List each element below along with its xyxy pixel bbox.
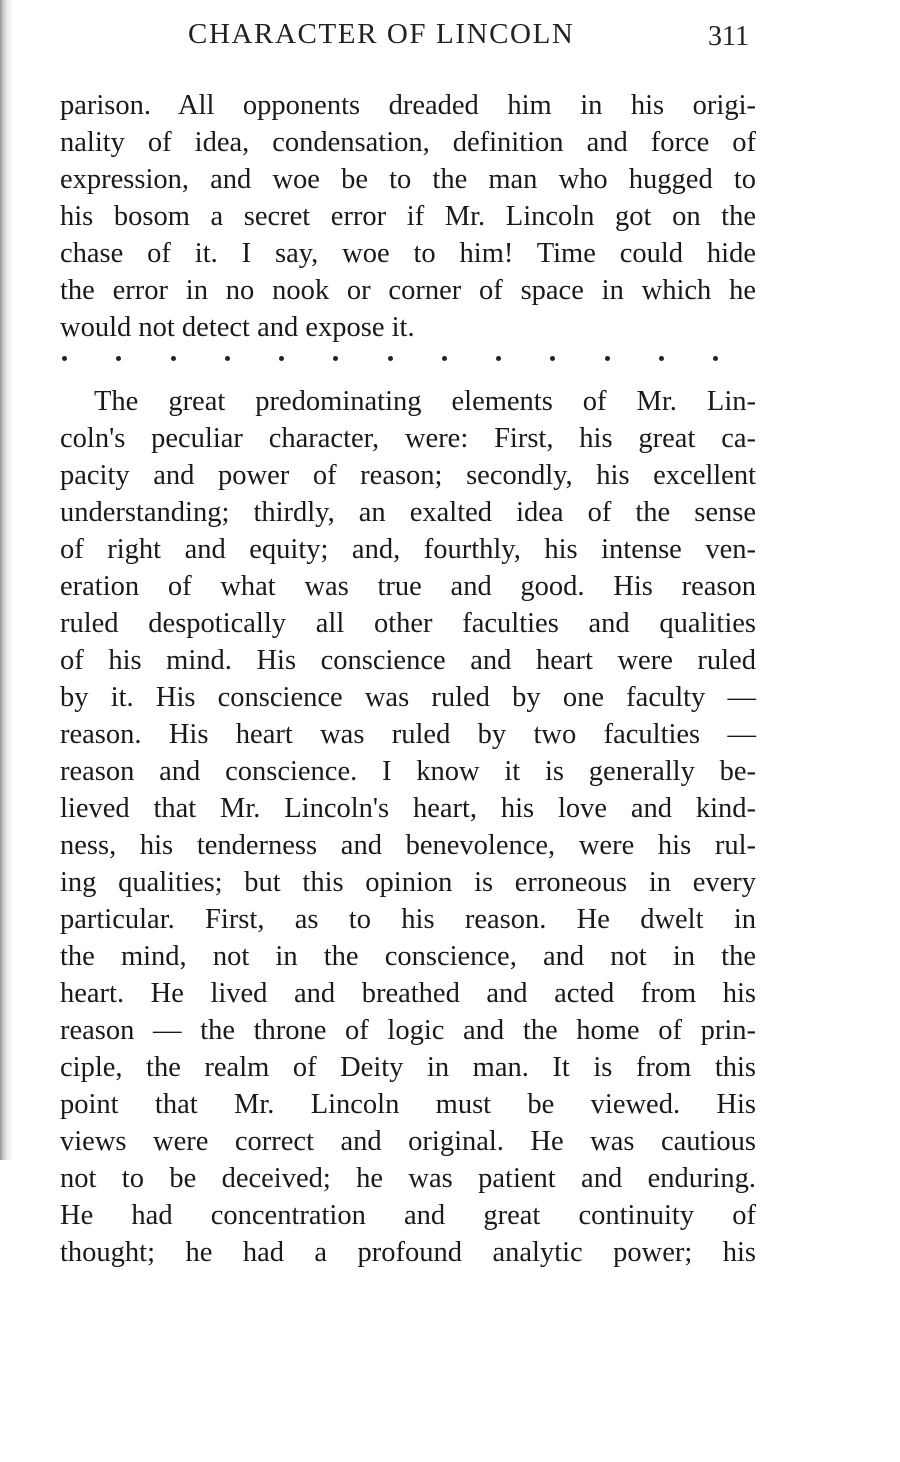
text-line: ness, his tenderness and benevolence, were his rul- — [60, 830, 756, 861]
text-line: ciple, the realm of Deity in man. It is from this — [60, 1052, 756, 1083]
section-break-dot — [659, 356, 664, 361]
text-line: The great predominating elements of Mr. Lin- — [94, 386, 756, 417]
text-line: heart. He lived and breathed and acted from his — [60, 978, 756, 1009]
section-break-dot — [713, 356, 718, 361]
text-line: understanding; thirdly, an exalted idea of the sense — [60, 497, 756, 528]
section-break-dot — [225, 356, 230, 361]
text-line: of right and equity; and, fourthly, his intense ven- — [60, 534, 756, 565]
text-line: ruled despotically all other faculties and qualities — [60, 608, 756, 639]
text-line: eration of what was true and good. His reason — [60, 571, 756, 602]
text-line: views were correct and original. He was cautious — [60, 1126, 756, 1157]
text-line: parison. All opponents dreaded him in his origi- — [60, 90, 756, 121]
text-line: expression, and woe be to the man who hugged to — [60, 164, 756, 195]
text-line: reason. His heart was ruled by two faculties — — [60, 719, 756, 750]
section-break-dots — [62, 356, 718, 361]
section-break-dot — [550, 356, 555, 361]
page-number: 311 — [708, 21, 749, 52]
text-line: chase of it. I say, woe to him! Time could hide — [60, 238, 756, 269]
text-line: nality of idea, condensation, definition and force of — [60, 127, 756, 158]
text-line: by it. His conscience was ruled by one faculty — — [60, 682, 756, 713]
text-line: reason and conscience. I know it is generally be- — [60, 756, 756, 787]
text-line: ing qualities; but this opinion is erroneous in every — [60, 867, 756, 898]
text-line: reason — the throne of logic and the home of prin- — [60, 1015, 756, 1046]
section-break-dot — [62, 356, 67, 361]
text-line: not to be deceived; he was patient and enduring. — [60, 1163, 756, 1194]
running-head-title: CHARACTER OF LINCOLN — [188, 18, 575, 50]
section-break-dot — [171, 356, 176, 361]
section-break-dot — [442, 356, 447, 361]
text-line: his bosom a secret error if Mr. Lincoln got on the — [60, 201, 756, 232]
section-break-dot — [116, 356, 121, 361]
text-line: particular. First, as to his reason. He dwelt in — [60, 904, 756, 935]
text-line: of his mind. His conscience and heart were ruled — [60, 645, 756, 676]
paragraph-continuation — [60, 87, 756, 346]
text-line: point that Mr. Lincoln must be viewed. His — [60, 1089, 756, 1120]
scan-binding-shadow — [0, 0, 18, 1160]
text-line: would not detect and expose it. — [60, 312, 415, 343]
text-line: lieved that Mr. Lincoln's heart, his love and kind- — [60, 793, 756, 824]
section-break-dot — [496, 356, 501, 361]
section-break-dot — [605, 356, 610, 361]
text-line: He had concentration and great continuity of — [60, 1200, 756, 1231]
text-line: the error in no nook or corner of space in which he — [60, 275, 756, 306]
paragraph-character-elements — [60, 383, 756, 1271]
section-break-dot — [279, 356, 284, 361]
text-line: the mind, not in the conscience, and not in the — [60, 941, 756, 972]
text-line: coln's peculiar character, were: First, his great ca- — [60, 423, 756, 454]
section-break-dot — [333, 356, 338, 361]
text-line: thought; he had a profound analytic power; his — [60, 1237, 756, 1268]
section-break-dot — [388, 356, 393, 361]
text-line: pacity and power of reason; secondly, his excellent — [60, 460, 756, 491]
